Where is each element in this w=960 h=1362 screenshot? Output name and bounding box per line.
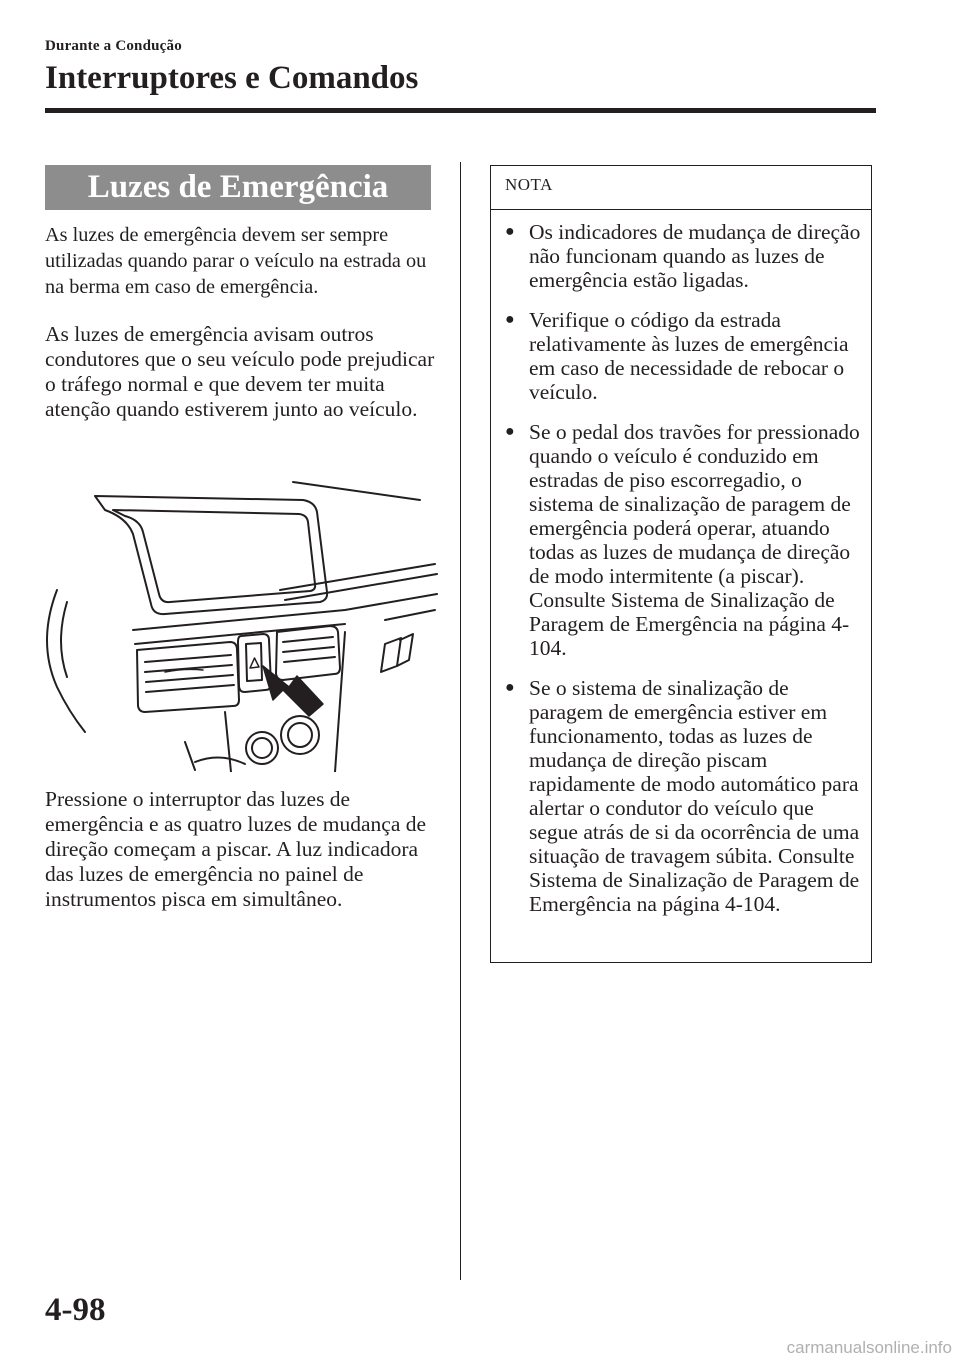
hazard-switch-illustration [45,472,440,772]
chapter-label: Durante a Condução [45,38,182,54]
warning-paragraph: As luzes de emergência avisam outros condutores que o seu veículo pode prejudicar o tráfego normal e que devem ter muita atenção quando estiverem junto ao veículo. [45,322,435,421]
instruction-paragraph: Pressione o interruptor das luzes de emergência e as quatro luzes de mudança de direção começam a piscar. A luz indicadora das luzes de emergência no painel de instrumentos pisca em simultâneo. [45,787,427,911]
note-text: Os indicadores de mudança de direção não funcionam quando as luzes de emergência estão ligadas. [529,220,861,292]
list-item [491,676,871,916]
note-box [490,165,872,963]
title-rule [45,108,876,113]
bullet-icon: ● [505,423,515,440]
bullet-icon: ● [505,311,515,328]
page-title: Interruptores e Comandos [45,60,419,96]
note-text: Verifique o código da estrada relativamente às luzes de emergência em caso de necessidade de rebocar o veículo. [529,308,849,404]
watermark: carmanualsonline.info [786,1338,952,1357]
bullet-icon: ● [505,223,515,240]
bullet-icon: ● [505,679,515,696]
list-item [491,220,871,292]
list-item [491,420,871,660]
list-item [491,308,871,404]
note-text: Se o sistema de sinalização de paragem de emergência estiver em funcionamento, todas as luzes de mudança de direção piscam rapidamente de modo automático para alertar o condutor do veículo que segue atrás de si da ocorrência de uma situação de travagem súbita. Consulte Sistema de Sinalização de Paragem de Emergência na página 4-104. [529,676,860,916]
note-text: Se o pedal dos travões for pressionado quando o veículo é conduzido em estradas de piso escorregadio, o sistema de sinalização de paragem de emergência poderá operar, atuando todas as luzes de mudança de direção de modo intermitente (a piscar). Consulte Sistema de Sinalização de Paragem de Emergência na página 4-104. [529,420,860,660]
section-title: Luzes de Emergência [45,165,431,210]
note-heading: NOTA [491,166,871,210]
intro-paragraph: As luzes de emergência devem ser sempre utilizadas quando parar o veículo na estrada ou na berma em caso de emergência. [45,224,427,298]
page-number: 4-98 [45,1292,106,1328]
note-list [491,210,871,916]
column-divider [460,162,461,1280]
